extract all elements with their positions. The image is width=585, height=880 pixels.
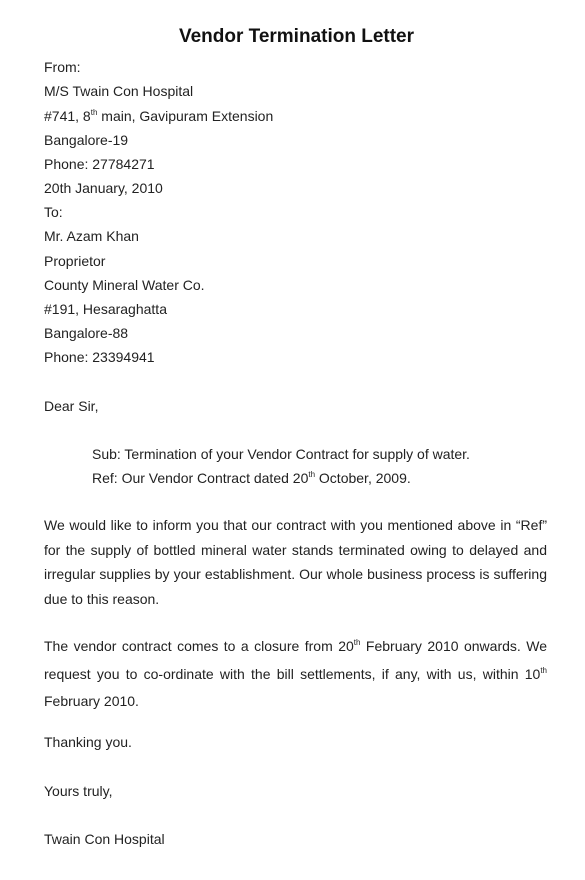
- reference-line: Ref: Our Vendor Contract dated 20th October, 2009.: [92, 470, 411, 486]
- letter-date: 20th January, 2010: [44, 180, 163, 196]
- recipient-phone: Phone: 23394941: [44, 349, 155, 365]
- body-paragraph-1: We would like to inform you that our contract with you mentioned above in “Ref” for the supply of bottled mineral water stands terminated owing to delayed and irregular supplies by your establishment. Our whole business process is suffering due to this reason.: [44, 517, 547, 607]
- closing-line: Yours truly,: [44, 783, 113, 799]
- sender-name: M/S Twain Con Hospital: [44, 83, 194, 99]
- to-label: To:: [44, 204, 63, 220]
- recipient-company: County Mineral Water Co.: [44, 277, 205, 293]
- recipient-city: Bangalore-88: [44, 325, 129, 341]
- sender-address: #741, 8th main, Gavipuram Extension: [44, 108, 274, 124]
- sender-city: Bangalore-19: [44, 132, 129, 148]
- thanks-line: Thanking you.: [44, 734, 132, 750]
- from-label: From:: [44, 59, 81, 75]
- sender-phone: Phone: 27784271: [44, 156, 155, 172]
- body-paragraph-2: The vendor contract comes to a closure from 20th February 2010 onwards. We request you to co-ordinate with the bill settlements, if any, with us, within 10th February 2010.: [44, 638, 547, 709]
- salutation: Dear Sir,: [44, 398, 99, 414]
- signature-name: Twain Con Hospital: [44, 831, 165, 847]
- subject-line: Sub: Termination of your Vendor Contract for supply of water.: [92, 446, 470, 462]
- recipient-address: #191, Hesaraghatta: [44, 301, 167, 317]
- recipient-name: Mr. Azam Khan: [44, 228, 139, 244]
- recipient-title: Proprietor: [44, 253, 106, 269]
- letter-title: Vendor Termination Letter: [178, 26, 415, 47]
